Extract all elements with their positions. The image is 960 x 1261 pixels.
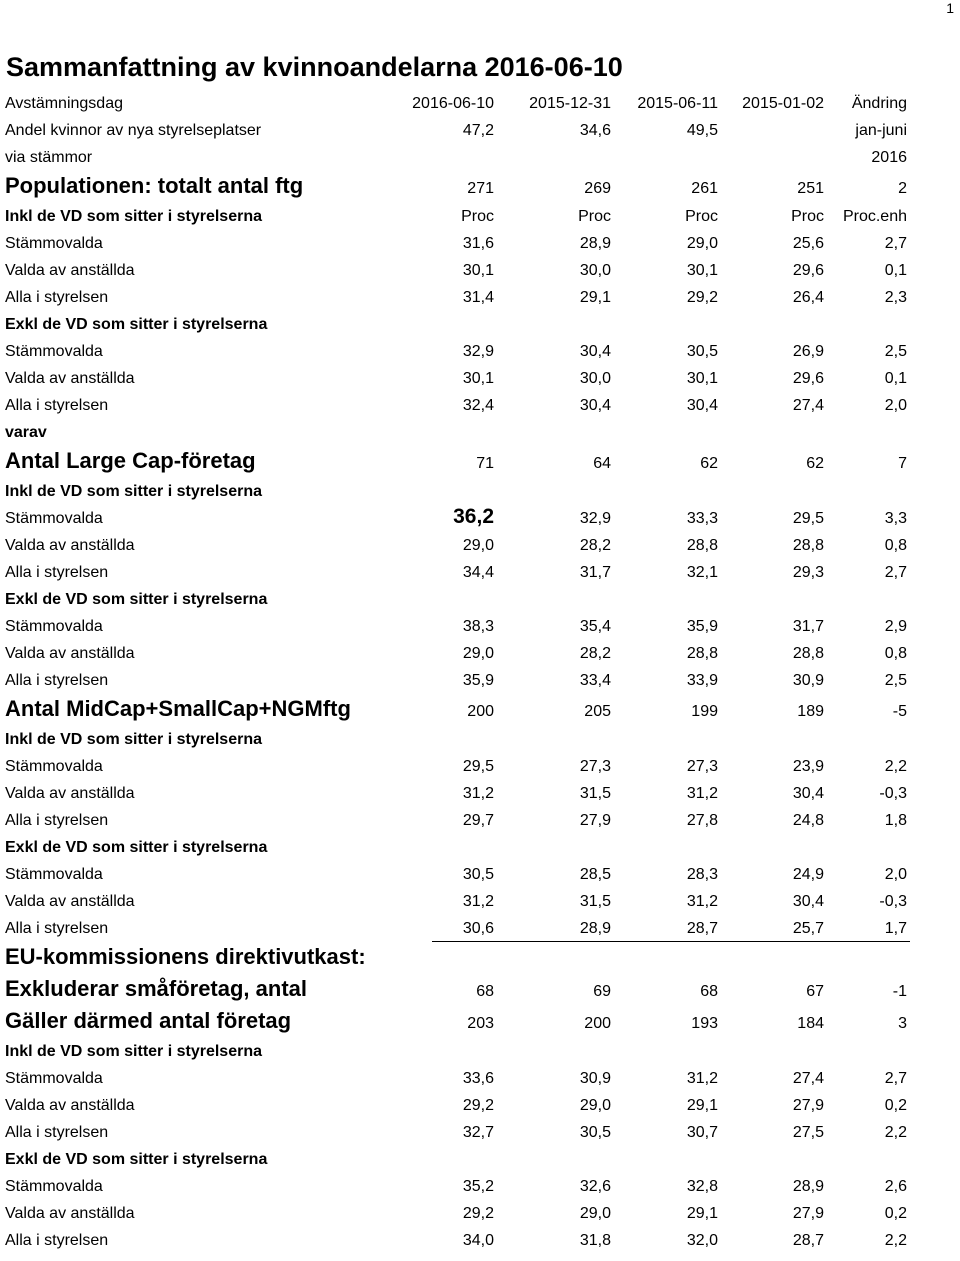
cell-col-3: 31,2 bbox=[686, 893, 718, 910]
cell-col-4: 184 bbox=[797, 1015, 824, 1032]
cell-col-5: Proc.enh bbox=[842, 208, 907, 225]
cell-col-1: 29,0 bbox=[462, 537, 494, 554]
table-row bbox=[0, 915, 960, 942]
row-label: varav bbox=[5, 424, 47, 441]
cell-col-4: 28,8 bbox=[792, 537, 824, 554]
cell-col-4: 28,9 bbox=[792, 1178, 824, 1195]
row-label: Alla i styrelsen bbox=[5, 920, 109, 937]
table-row bbox=[0, 230, 960, 257]
cell-col-1: 29,5 bbox=[462, 758, 494, 775]
table-row bbox=[0, 1065, 960, 1092]
row-label: Exkl de VD som sitter i styrelserna bbox=[5, 1151, 268, 1168]
table-row bbox=[0, 1119, 960, 1146]
cell-col-5: 7 bbox=[898, 455, 907, 472]
cell-col-4: 30,4 bbox=[792, 893, 824, 910]
row-label: Stämmovalda bbox=[5, 1070, 103, 1087]
cell-col-3: 193 bbox=[691, 1015, 718, 1032]
cell-col-1: 30,5 bbox=[462, 866, 494, 883]
table-row bbox=[0, 505, 960, 532]
table-row bbox=[0, 1200, 960, 1227]
cell-col-5: 2,7 bbox=[884, 235, 907, 252]
page-title: Sammanfattning av kvinnoandelarna 2016-06-10 bbox=[6, 52, 623, 82]
table-row bbox=[0, 942, 960, 974]
cell-col-5: 2,7 bbox=[884, 564, 907, 581]
cell-col-4: Proc bbox=[791, 208, 824, 225]
cell-col-4: 30,9 bbox=[792, 672, 824, 689]
table-row bbox=[0, 807, 960, 834]
table-row bbox=[0, 726, 960, 753]
cell-col-1: 38,3 bbox=[462, 618, 494, 635]
cell-col-2: 30,4 bbox=[579, 397, 611, 414]
cell-col-1: 68 bbox=[476, 983, 494, 1000]
cell-col-5: 1,7 bbox=[884, 920, 907, 937]
cell-col-3: 28,3 bbox=[686, 866, 718, 883]
cell-col-4: 28,7 bbox=[792, 1232, 824, 1249]
cell-col-4: 24,9 bbox=[792, 866, 824, 883]
table-row bbox=[0, 90, 960, 117]
cell-col-4: 67 bbox=[806, 983, 824, 1000]
cell-col-3: 62 bbox=[700, 455, 718, 472]
cell-col-5: -0,3 bbox=[879, 785, 907, 802]
cell-col-5: 0,2 bbox=[884, 1097, 907, 1114]
cell-col-3: 30,7 bbox=[686, 1124, 718, 1141]
cell-col-3: 33,9 bbox=[686, 672, 718, 689]
cell-col-2: 28,5 bbox=[579, 866, 611, 883]
row-label: via stämmor bbox=[5, 149, 93, 166]
row-label: Exkl de VD som sitter i styrelserna bbox=[5, 839, 268, 856]
table-row bbox=[0, 559, 960, 586]
cell-col-1: 31,4 bbox=[462, 289, 494, 306]
cell-col-5: 2,3 bbox=[884, 289, 907, 306]
row-label: Alla i styrelsen bbox=[5, 672, 109, 689]
row-label: Valda av anställda bbox=[5, 262, 135, 279]
cell-col-1: 35,2 bbox=[462, 1178, 494, 1195]
cell-col-4: 27,4 bbox=[792, 397, 824, 414]
cell-col-4: 62 bbox=[806, 455, 824, 472]
cell-col-3: 29,2 bbox=[686, 289, 718, 306]
cell-col-3: 30,1 bbox=[686, 262, 718, 279]
table-row bbox=[0, 203, 960, 230]
cell-col-3: 32,0 bbox=[686, 1232, 718, 1249]
cell-col-4: 189 bbox=[797, 703, 824, 720]
table-row bbox=[0, 311, 960, 338]
cell-col-5: 2,6 bbox=[884, 1178, 907, 1195]
cell-col-2: 32,9 bbox=[579, 510, 611, 527]
row-label: Stämmovalda bbox=[5, 235, 103, 252]
cell-col-5: 3 bbox=[898, 1015, 907, 1032]
cell-col-4: 30,4 bbox=[792, 785, 824, 802]
cell-col-5: 2,5 bbox=[884, 343, 907, 360]
row-label: Valda av anställda bbox=[5, 1205, 135, 1222]
row-label: Alla i styrelsen bbox=[5, 1232, 109, 1249]
cell-col-2: 269 bbox=[584, 180, 611, 197]
table-row bbox=[0, 586, 960, 613]
row-label: Andel kvinnor av nya styrelseplatser bbox=[5, 122, 262, 139]
table-row bbox=[0, 171, 960, 203]
row-label: Inkl de VD som sitter i styrelserna bbox=[5, 731, 262, 748]
cell-col-5: 0,1 bbox=[884, 262, 907, 279]
cell-col-3: 29,0 bbox=[686, 235, 718, 252]
cell-col-5: 2,0 bbox=[884, 866, 907, 883]
table-row bbox=[0, 753, 960, 780]
cell-col-1: 30,1 bbox=[462, 262, 494, 279]
cell-col-3: 261 bbox=[691, 180, 718, 197]
cell-col-2: 28,2 bbox=[579, 645, 611, 662]
cell-col-1: 29,7 bbox=[462, 812, 494, 829]
cell-col-3: 2015-06-11 bbox=[637, 95, 718, 112]
cell-col-4: 31,7 bbox=[792, 618, 824, 635]
row-label: EU-kommissionens direktivutkast: bbox=[5, 944, 366, 969]
cell-col-4: 25,7 bbox=[792, 920, 824, 937]
cell-col-2: 31,7 bbox=[579, 564, 611, 581]
cell-col-4: 27,5 bbox=[792, 1124, 824, 1141]
row-label: Valda av anställda bbox=[5, 370, 135, 387]
cell-col-2: 32,6 bbox=[579, 1178, 611, 1195]
cell-col-5: Ändring bbox=[851, 95, 907, 112]
table-row bbox=[0, 478, 960, 505]
row-label: Avstämningsdag bbox=[5, 95, 123, 112]
cell-col-1: 30,1 bbox=[462, 370, 494, 387]
row-label: Stämmovalda bbox=[5, 866, 103, 883]
cell-col-1: Proc bbox=[461, 208, 494, 225]
cell-col-1: 34,4 bbox=[462, 564, 494, 581]
cell-col-4: 251 bbox=[797, 180, 824, 197]
cell-col-2: 28,2 bbox=[579, 537, 611, 554]
cell-col-2: 31,5 bbox=[579, 893, 611, 910]
cell-col-4: 29,6 bbox=[792, 262, 824, 279]
table-row bbox=[0, 1092, 960, 1119]
cell-col-2: 2015-12-31 bbox=[529, 95, 611, 112]
summary-table bbox=[0, 90, 960, 1254]
cell-col-1: 29,2 bbox=[462, 1097, 494, 1114]
row-label: Alla i styrelsen bbox=[5, 1124, 109, 1141]
table-row bbox=[0, 257, 960, 284]
row-label: Alla i styrelsen bbox=[5, 397, 109, 414]
cell-col-2: 64 bbox=[593, 455, 611, 472]
cell-col-4: 26,4 bbox=[792, 289, 824, 306]
row-label: Gäller därmed antal företag bbox=[5, 1008, 292, 1033]
table-row bbox=[0, 1227, 960, 1254]
row-label: Alla i styrelsen bbox=[5, 812, 109, 829]
cell-col-1: 31,2 bbox=[462, 893, 494, 910]
cell-col-1: 47,2 bbox=[462, 122, 494, 139]
cell-col-1: 36,2 bbox=[453, 505, 494, 528]
cell-col-2: 30,0 bbox=[579, 262, 611, 279]
cell-col-3: 28,8 bbox=[686, 537, 718, 554]
row-label: Valda av anställda bbox=[5, 893, 135, 910]
cell-col-3: 30,5 bbox=[686, 343, 718, 360]
cell-col-4: 25,6 bbox=[792, 235, 824, 252]
table-row bbox=[0, 1146, 960, 1173]
table-row bbox=[0, 392, 960, 419]
cell-col-4: 27,4 bbox=[792, 1070, 824, 1087]
table-row bbox=[0, 117, 960, 144]
table-row bbox=[0, 446, 960, 478]
cell-col-1: 29,2 bbox=[462, 1205, 494, 1222]
table-row bbox=[0, 1038, 960, 1065]
table-row bbox=[0, 694, 960, 726]
cell-col-1: 32,7 bbox=[462, 1124, 494, 1141]
cell-col-3: 28,7 bbox=[686, 920, 718, 937]
row-label: Alla i styrelsen bbox=[5, 289, 109, 306]
cell-col-4: 29,5 bbox=[792, 510, 824, 527]
row-label: Antal Large Cap-företag bbox=[5, 448, 256, 473]
table-row bbox=[0, 780, 960, 807]
cell-col-5: jan-juni bbox=[855, 122, 907, 139]
cell-col-4: 29,6 bbox=[792, 370, 824, 387]
cell-col-1: 271 bbox=[467, 180, 494, 197]
cell-col-2: 27,3 bbox=[579, 758, 611, 775]
table-row bbox=[0, 834, 960, 861]
cell-col-2: 69 bbox=[593, 983, 611, 1000]
cell-col-2: 30,9 bbox=[579, 1070, 611, 1087]
cell-col-3: 68 bbox=[700, 983, 718, 1000]
table-row bbox=[0, 365, 960, 392]
cell-col-4: 24,8 bbox=[792, 812, 824, 829]
cell-col-2: 30,4 bbox=[579, 343, 611, 360]
cell-col-1: 29,0 bbox=[462, 645, 494, 662]
cell-col-2: 28,9 bbox=[579, 920, 611, 937]
cell-col-5: 2,2 bbox=[884, 758, 907, 775]
cell-col-5: -5 bbox=[892, 703, 907, 720]
cell-col-3: 31,2 bbox=[686, 785, 718, 802]
table-row bbox=[0, 284, 960, 311]
row-label: Stämmovalda bbox=[5, 510, 103, 527]
cell-col-4: 27,9 bbox=[792, 1205, 824, 1222]
cell-col-3: 49,5 bbox=[686, 122, 718, 139]
table-row bbox=[0, 861, 960, 888]
cell-col-4: 27,9 bbox=[792, 1097, 824, 1114]
row-label: Valda av anställda bbox=[5, 785, 135, 802]
cell-col-1: 32,4 bbox=[462, 397, 494, 414]
cell-col-3: 27,3 bbox=[686, 758, 718, 775]
table-row bbox=[0, 974, 960, 1006]
row-label: Exkl de VD som sitter i styrelserna bbox=[5, 591, 268, 608]
cell-col-5: 0,1 bbox=[884, 370, 907, 387]
cell-col-1: 200 bbox=[467, 703, 494, 720]
cell-col-2: 29,0 bbox=[579, 1205, 611, 1222]
cell-col-3: 30,4 bbox=[686, 397, 718, 414]
row-label: Stämmovalda bbox=[5, 1178, 103, 1195]
cell-col-4: 2015-01-02 bbox=[742, 95, 824, 112]
row-label: Valda av anställda bbox=[5, 537, 135, 554]
cell-col-1: 2016-06-10 bbox=[412, 95, 494, 112]
cell-col-3: 30,1 bbox=[686, 370, 718, 387]
cell-col-3: 199 bbox=[691, 703, 718, 720]
cell-col-4: 26,9 bbox=[792, 343, 824, 360]
row-label: Stämmovalda bbox=[5, 618, 103, 635]
cell-col-5: 2,2 bbox=[884, 1232, 907, 1249]
cell-col-5: 0,2 bbox=[884, 1205, 907, 1222]
cell-col-5: 2016 bbox=[871, 149, 907, 166]
cell-col-2: 30,5 bbox=[579, 1124, 611, 1141]
cell-col-2: 31,5 bbox=[579, 785, 611, 802]
cell-col-3: Proc bbox=[685, 208, 718, 225]
table-row bbox=[0, 613, 960, 640]
cell-col-2: 27,9 bbox=[579, 812, 611, 829]
row-label: Valda av anställda bbox=[5, 645, 135, 662]
row-label: Populationen: totalt antal ftg bbox=[5, 173, 304, 198]
table-row bbox=[0, 667, 960, 694]
table-row bbox=[0, 1173, 960, 1200]
cell-col-5: 2,5 bbox=[884, 672, 907, 689]
row-label: Alla i styrelsen bbox=[5, 564, 109, 581]
cell-col-2: 205 bbox=[584, 703, 611, 720]
cell-col-1: 33,6 bbox=[462, 1070, 494, 1087]
cell-col-3: 29,1 bbox=[686, 1205, 718, 1222]
cell-col-3: 32,1 bbox=[686, 564, 718, 581]
cell-col-1: 71 bbox=[476, 455, 494, 472]
cell-col-2: 34,6 bbox=[579, 122, 611, 139]
row-label: Exkluderar småföretag, antal bbox=[5, 976, 308, 1001]
cell-col-1: 35,9 bbox=[462, 672, 494, 689]
cell-col-5: 1,8 bbox=[884, 812, 907, 829]
row-label: Inkl de VD som sitter i styrelserna bbox=[5, 1043, 262, 1060]
row-label: Valda av anställda bbox=[5, 1097, 135, 1114]
cell-col-1: 31,2 bbox=[462, 785, 494, 802]
cell-col-5: 2 bbox=[898, 180, 907, 197]
cell-col-2: 29,1 bbox=[579, 289, 611, 306]
cell-col-2: 33,4 bbox=[579, 672, 611, 689]
row-label: Antal MidCap+SmallCap+NGMftg bbox=[5, 696, 351, 721]
cell-col-4: 23,9 bbox=[792, 758, 824, 775]
table-row bbox=[0, 640, 960, 667]
cell-col-3: 29,1 bbox=[686, 1097, 718, 1114]
cell-col-3: 31,2 bbox=[686, 1070, 718, 1087]
cell-col-2: 200 bbox=[584, 1015, 611, 1032]
cell-col-4: 28,8 bbox=[792, 645, 824, 662]
cell-col-2: 31,8 bbox=[579, 1232, 611, 1249]
cell-col-3: 32,8 bbox=[686, 1178, 718, 1195]
cell-col-3: 28,8 bbox=[686, 645, 718, 662]
table-row bbox=[0, 888, 960, 915]
cell-col-5: 2,7 bbox=[884, 1070, 907, 1087]
cell-col-3: 35,9 bbox=[686, 618, 718, 635]
cell-col-5: -1 bbox=[892, 983, 907, 1000]
cell-col-3: 27,8 bbox=[686, 812, 718, 829]
cell-col-3: 33,3 bbox=[686, 510, 718, 527]
row-label: Inkl de VD som sitter i styrelserna bbox=[5, 208, 262, 225]
page-number: 1 bbox=[946, 0, 954, 16]
cell-col-1: 203 bbox=[467, 1015, 494, 1032]
cell-col-5: -0,3 bbox=[879, 893, 907, 910]
table-row bbox=[0, 338, 960, 365]
cell-col-2: 30,0 bbox=[579, 370, 611, 387]
table-row bbox=[0, 419, 960, 446]
cell-col-2: 35,4 bbox=[579, 618, 611, 635]
table-row bbox=[0, 144, 960, 171]
cell-col-5: 0,8 bbox=[884, 645, 907, 662]
table-row bbox=[0, 1006, 960, 1038]
cell-col-1: 31,6 bbox=[462, 235, 494, 252]
cell-col-2: 28,9 bbox=[579, 235, 611, 252]
row-label: Inkl de VD som sitter i styrelserna bbox=[5, 483, 262, 500]
cell-col-4: 29,3 bbox=[792, 564, 824, 581]
row-label: Stämmovalda bbox=[5, 343, 103, 360]
cell-col-1: 32,9 bbox=[462, 343, 494, 360]
cell-col-5: 2,0 bbox=[884, 397, 907, 414]
cell-col-2: 29,0 bbox=[579, 1097, 611, 1114]
row-label: Exkl de VD som sitter i styrelserna bbox=[5, 316, 268, 333]
cell-col-5: 2,9 bbox=[884, 618, 907, 635]
cell-col-2: Proc bbox=[578, 208, 611, 225]
cell-col-5: 0,8 bbox=[884, 537, 907, 554]
row-label: Stämmovalda bbox=[5, 758, 103, 775]
cell-col-1: 34,0 bbox=[462, 1232, 494, 1249]
table-row bbox=[0, 532, 960, 559]
cell-col-1: 30,6 bbox=[462, 920, 494, 937]
cell-col-5: 3,3 bbox=[884, 510, 907, 527]
cell-col-5: 2,2 bbox=[884, 1124, 907, 1141]
